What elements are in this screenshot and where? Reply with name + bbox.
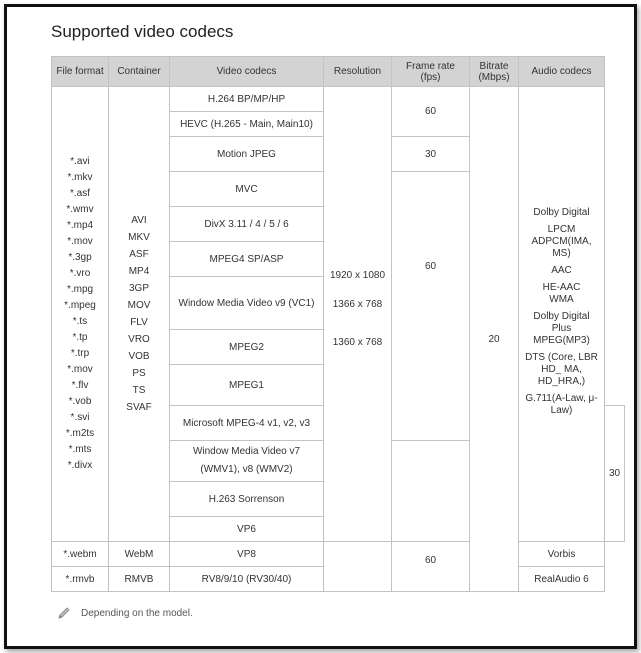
file-format-item: *.mpeg xyxy=(64,300,96,311)
file-format-item: *.vro xyxy=(69,268,91,279)
file-format-item: *.tp xyxy=(72,332,88,343)
resolution-cell xyxy=(324,542,392,592)
audio-codec-item: MPEG(MP3) xyxy=(533,334,590,346)
audio-codec-item: WMA xyxy=(549,293,574,305)
container-item: PS xyxy=(132,368,146,379)
container-item: SVAF xyxy=(126,402,152,413)
container-item: 3GP xyxy=(128,283,149,294)
file-format-item: *.mov xyxy=(67,236,93,247)
container-cell: WebM xyxy=(109,542,170,567)
video-codec-cell: HEVC (H.265 - Main, Main10) xyxy=(170,112,324,137)
header-video-codecs: Video codecs xyxy=(170,57,324,87)
container-item: MOV xyxy=(127,300,151,311)
video-codec-cell: Motion JPEG xyxy=(170,137,324,172)
video-codec-cell: MPEG4 SP/ASP xyxy=(170,242,324,277)
video-codec-cell: Window Media Video v9 (VC1) xyxy=(170,277,324,330)
header-resolution: Resolution xyxy=(324,57,392,87)
resolution-item: 1366 x 768 xyxy=(332,299,383,310)
container-item: MP4 xyxy=(128,266,150,277)
video-codec-cell: MPEG1 xyxy=(170,365,324,406)
resolution-item: 1360 x 768 xyxy=(332,337,383,348)
file-format-cell: *.rmvb xyxy=(52,567,109,592)
container-item: FLV xyxy=(130,317,148,328)
file-format-item: *.asf xyxy=(69,188,90,199)
file-format-item: *.vob xyxy=(68,396,92,407)
table-row xyxy=(52,87,625,112)
file-format-item: *.flv xyxy=(71,380,89,391)
header-frame-rate: Frame rate (fps) xyxy=(392,57,470,87)
page-frame xyxy=(4,4,637,649)
frame-rate-cell: 60 xyxy=(392,172,470,441)
audio-codec-item: AAC xyxy=(551,264,572,276)
file-format-item: *.m2ts xyxy=(65,428,95,439)
audio-codec-item: ADPCM(IMA, MS) xyxy=(531,235,592,259)
video-codec-cell: Microsoft MPEG-4 v1, v2, v3 xyxy=(170,406,324,441)
frame-rate-cell: 30 xyxy=(392,137,470,172)
header-row xyxy=(52,57,625,87)
audio-codec-item: HE-AAC xyxy=(542,281,581,293)
file-format-list xyxy=(52,87,109,542)
file-format-item: *.mov xyxy=(67,364,93,375)
file-format-item: *.mkv xyxy=(67,172,93,183)
video-codec-cell: RV8/9/10 (RV30/40) xyxy=(170,567,324,592)
video-codec-cell: DivX 3.11 / 4 / 5 / 6 xyxy=(170,207,324,242)
audio-codec-item: Dolby Digital xyxy=(533,206,590,218)
container-cell: RMVB xyxy=(109,567,170,592)
file-format-item: *.mp4 xyxy=(66,220,94,231)
header-bitrate: Bitrate (Mbps) xyxy=(470,57,519,87)
file-format-item: *.svi xyxy=(70,412,90,423)
file-format-cell: *.webm xyxy=(52,542,109,567)
resolution-list xyxy=(324,87,392,542)
container-item: MKV xyxy=(128,232,150,243)
container-item: AVI xyxy=(131,215,147,226)
file-format-item: *.wmv xyxy=(66,204,94,215)
resolution-item: 1920 x 1080 xyxy=(329,270,386,281)
frame-rate-cell: 60 xyxy=(392,87,470,137)
pencil-icon xyxy=(57,606,71,620)
audio-codec-item: Dolby Digital Plus xyxy=(533,310,590,334)
video-codec-cell: MPEG2 xyxy=(170,330,324,365)
video-codec-cell: MVC xyxy=(170,172,324,207)
video-codec-cell: VP8 xyxy=(170,542,324,567)
codecs-table xyxy=(51,56,625,592)
bitrate-cell: 20 xyxy=(470,87,519,592)
header-file-format: File format xyxy=(52,57,109,87)
video-codec-cell: H.263 Sorrenson xyxy=(170,482,324,517)
audio-codec-item: G.711(A-Law, μ-Law) xyxy=(525,392,598,416)
video-codec-cell: VP6 xyxy=(170,517,324,542)
file-format-item: *.ts xyxy=(72,316,88,327)
page-title: Supported video codecs xyxy=(51,22,234,41)
audio-codec-cell: Vorbis xyxy=(519,542,605,567)
audio-codec-item: LPCM xyxy=(547,223,576,235)
header-audio-codecs: Audio codecs xyxy=(519,57,605,87)
footnote-text: Depending on the model. xyxy=(81,607,193,619)
frame-rate-cell: 60 xyxy=(392,542,470,592)
file-format-item: *.avi xyxy=(70,156,90,167)
audio-codec-item: DTS (Core, LBR HD_ MA, HD_HRA,) xyxy=(525,351,598,387)
table-row-webm xyxy=(52,542,625,567)
audio-codec-cell: RealAudio 6 xyxy=(519,567,605,592)
video-codec-cell: H.264 BP/MP/HP xyxy=(170,87,324,112)
container-item: ASF xyxy=(129,249,149,260)
container-item: VRO xyxy=(128,334,150,345)
container-item: TS xyxy=(132,385,146,396)
file-format-item: *.divx xyxy=(67,460,93,471)
file-format-item: *.3gp xyxy=(68,252,92,263)
file-format-item: *.mts xyxy=(68,444,92,455)
footnote xyxy=(57,606,193,620)
audio-codec-list xyxy=(519,87,605,542)
container-item: VOB xyxy=(128,351,150,362)
file-format-item: *.trp xyxy=(70,348,90,359)
video-codec-cell: Window Media Video v7 (WMV1), v8 (WMV2) xyxy=(170,441,324,482)
frame-rate-cell: 30 xyxy=(605,406,625,542)
header-container: Container xyxy=(109,57,170,87)
container-list xyxy=(109,87,170,542)
file-format-item: *.mpg xyxy=(66,284,94,295)
